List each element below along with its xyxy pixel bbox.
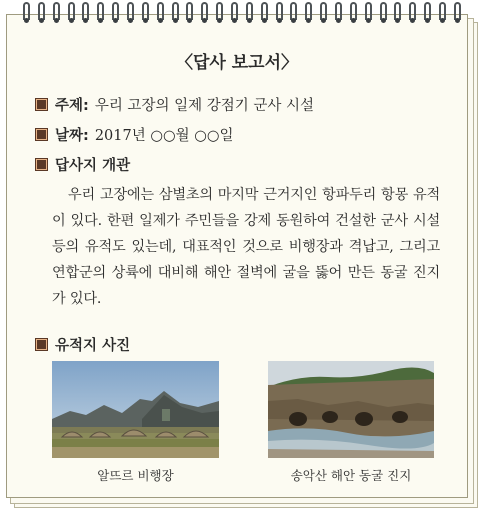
spiral-ring-icon [349,2,358,24]
spiral-ring-icon [171,2,180,24]
square-bullet-icon [36,339,47,350]
topic-label: 주제: [55,98,89,114]
spiral-ring-icon [22,2,31,24]
caption-coastal-cave: 송악산 해안 동굴 진지 [290,468,412,483]
report-title: 〈답사 보고서〉 [175,53,299,73]
spiral-ring-icon [200,2,209,24]
square-bullet-icon [36,159,47,170]
spiral-ring-icon [364,2,373,24]
spiral-ring-icon [260,2,269,24]
overview-paragraph: 우리 고장에는 삼별초의 마지막 근거지인 항파두리 항몽 유적이 있다. 한편 일제가 주민들을 강제 동원하여 건설한 군사 시설 등의 유적도 있는데, 대표적인 것으로 비행장과 격납고, 그리고 연합군의 상륙에 대비해 해안 절벽에 굴을 뚫어 만든 동굴 진지가 있다. [52,187,440,307]
square-bullet-icon [36,129,47,140]
spiral-ring-icon [275,2,284,24]
spiral-ring-icon [126,2,135,24]
spiral-ring-icon [453,2,462,24]
date-value: 2017년 ○○월 ○○일 [94,128,234,144]
spiral-ring-icon [408,2,417,24]
spiral-ring-icon [319,2,328,24]
spiral-ring-icon [52,2,61,24]
topic-row [36,94,314,115]
airfield-photo-image [52,361,219,458]
spiral-ring-icon [185,2,194,24]
spiral-ring-icon [438,2,447,24]
spiral-ring-icon [215,2,224,24]
date-label: 날짜: [55,128,89,144]
spiral-ring-icon [156,2,165,24]
caption-airfield: 알뜨르 비행장 [97,468,174,483]
date-row [36,124,234,145]
spiral-ring-icon [141,2,150,24]
photo-coastal-cave [268,361,434,458]
photo-airfield [52,361,219,458]
spiral-ring-icon [111,2,120,24]
coastal-cave-photo-image [268,361,434,458]
spiral-ring-icon [230,2,239,24]
overview-heading: 답사지 개관 [55,158,131,174]
topic-value: 우리 고장의 일제 강점기 군사 시설 [94,98,314,114]
spiral-ring-icon [304,2,313,24]
spiral-ring-icon [393,2,402,24]
spiral-ring-icon [67,2,76,24]
photos-heading-row [36,334,130,355]
spiral-ring-icon [423,2,432,24]
spiral-ring-icon [289,2,298,24]
spiral-ring-icon [96,2,105,24]
spiral-binding [22,2,462,28]
spiral-ring-icon [37,2,46,24]
spiral-ring-icon [81,2,90,24]
spiral-ring-icon [379,2,388,24]
overview-heading-row [36,154,130,175]
spiral-ring-icon [245,2,254,24]
spiral-ring-icon [334,2,343,24]
square-bullet-icon [36,99,47,110]
photos-heading: 유적지 사진 [55,338,131,354]
